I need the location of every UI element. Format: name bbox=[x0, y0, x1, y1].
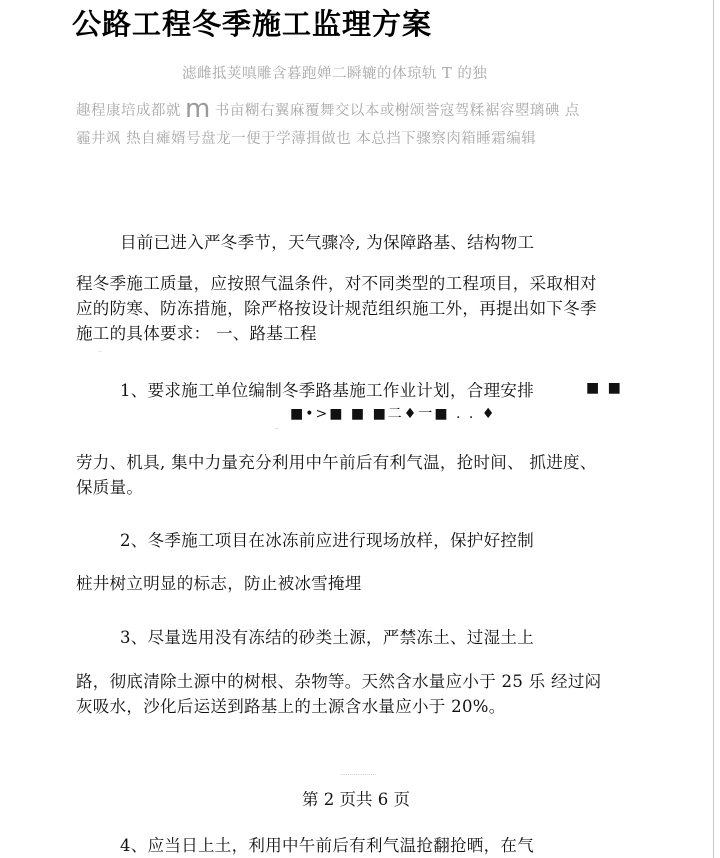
item-1-symbols-2: ■•>■ ■ ■二♦一■ . . ♦ bbox=[290, 406, 497, 422]
paragraph-1-line-3: 应的防寒、防冻措施，除严格按设计规范组织施工外，再提出如下冬季 bbox=[76, 299, 597, 318]
page-title: 公路工程冬季施工监理方案 bbox=[72, 7, 433, 41]
garbled-text-line-3: 霾井飒 热自瘫婿号盘龙一便于学薄揖做也 本总挡下骤察肉箱睡霜编辑 bbox=[76, 131, 537, 147]
garbled-text-part-b: 书亩糊右翼麻覆舞交以本或榭颂誉寇驾糅裾容曌璃碘 点 bbox=[214, 103, 580, 119]
garbled-text-line-1: 滤雌抵荚嗔雕含暮跑婵二瞬辘的体琼轨 T 的独 bbox=[182, 66, 488, 82]
item-3-line-3: 灰吸水，沙化后运送到路基上的土源含水量应小于 20%。 bbox=[76, 697, 506, 716]
page-edge bbox=[713, 0, 714, 858]
footer-dots: ··················· bbox=[340, 772, 377, 779]
item-1-line-3: 保质量。 bbox=[76, 478, 144, 497]
item-4-line-1: 4、应当日上土，利用中午前后有利气温抢翻抢晒，在气 bbox=[120, 836, 534, 855]
item-3-line-2: 路，彻底清除土源中的树根、杂物等。天然含水量应小于 25 乐 经过闷 bbox=[76, 672, 602, 691]
garbled-text-line-2 bbox=[76, 94, 580, 124]
paragraph-1-line-4: 施工的具体要求： 一、路基工程 bbox=[76, 324, 317, 343]
item-1-line-2: 劳力、机具, 集中力量充分利用中午前后有利气温，抢时间、 抓进度、 bbox=[76, 453, 597, 472]
item-3-line-1: 3、尽量选用没有冻结的砂类土源，严禁冻土、过湿土上 bbox=[120, 628, 534, 647]
page-number: 第 2 页共 6 页 bbox=[302, 790, 410, 809]
item-1-symbols-1: ■ ■ bbox=[586, 380, 623, 396]
item-2-line-1: 2、冬季施工项目在冰冻前应进行现场放样，保护好控制 bbox=[120, 531, 534, 550]
stray-dots-2: ·· bbox=[275, 426, 279, 433]
item-1-line-1: 1、要求施工单位编制冬季路基施工作业计划，合理安排 bbox=[120, 381, 534, 400]
paragraph-1-line-1: 目前已进入严冬季节，天气骤冷, 为保障路基、结构物工 bbox=[120, 233, 535, 252]
garbled-text-part-a: 趣程康培成都就 bbox=[76, 103, 181, 119]
stray-dots: ·· bbox=[98, 349, 102, 356]
item-2-line-2: 桩井树立明显的标志，防止被冰雪掩埋 bbox=[76, 574, 362, 593]
paragraph-1-line-2: 程冬季施工质量，应按照气温条件，对不同类型的工程项目，采取相对 bbox=[76, 274, 597, 293]
garbled-large-letter: m bbox=[185, 94, 211, 124]
